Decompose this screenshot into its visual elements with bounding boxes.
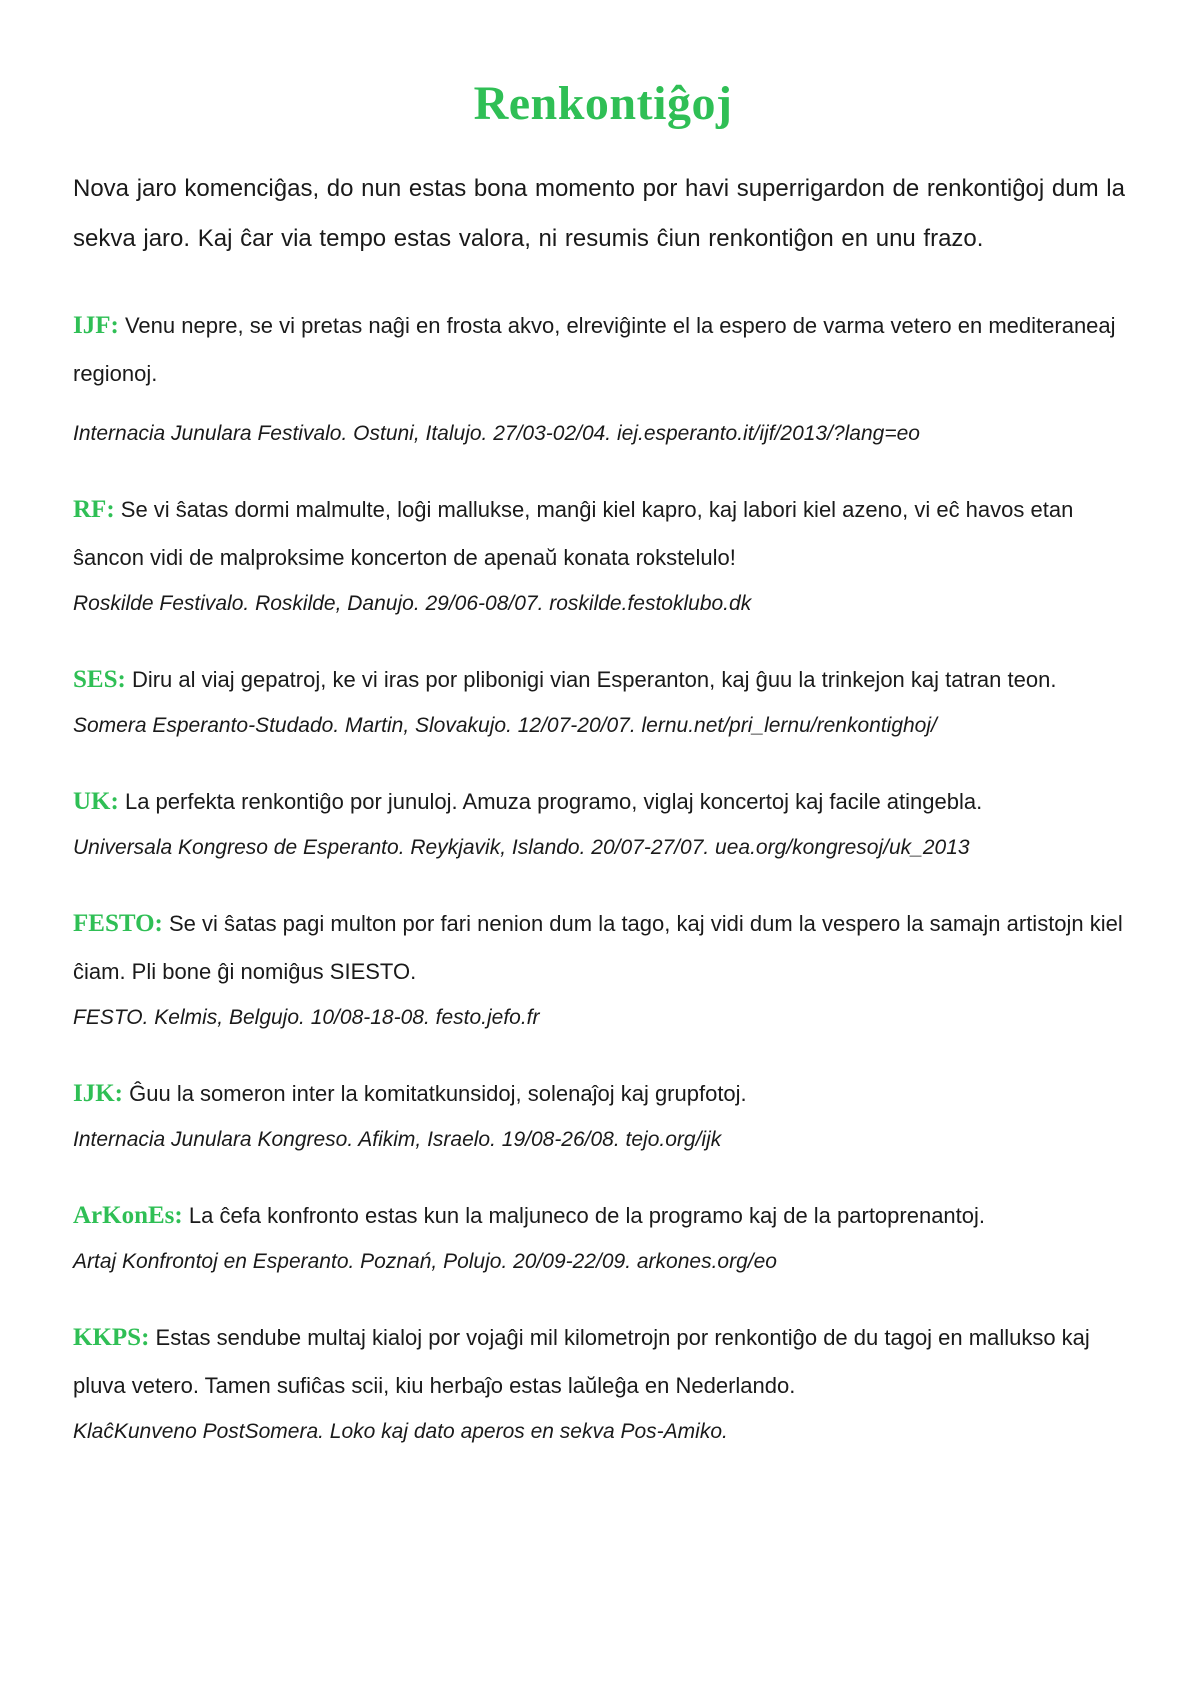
event-entry-ses	[73, 656, 1133, 748]
event-entry-uk	[73, 778, 1133, 870]
intro-paragraph: Nova jaro komenciĝas, do nun estas bona momento por havi superrigardon de renkontiĝoj dum la sekva jaro. Kaj ĉar via tempo estas valora, ni resumis ĉiun renkontiĝon en unu frazo.	[73, 175, 1125, 252]
event-info: Roskilde Festivalo. Roskilde, Danujo. 29/06-08/07. roskilde.festoklubo.dk	[73, 592, 752, 615]
event-abbreviation: ArKonEs:	[73, 1202, 183, 1229]
event-abbreviation: IJK:	[73, 1080, 123, 1107]
event-info: Artaj Konfrontoj en Esperanto. Poznań, Polujo. 20/09-22/09. arkones.org/eo	[73, 1250, 777, 1273]
event-description-text: Estas sendube multaj kialoj por vojaĝi mil kilometrojn por renkontiĝo de du tagoj en mallukso kaj pluva vetero. Tamen sufiĉas scii, kiu herbaĵo estas laŭleĝa en Nederlando.	[73, 1325, 1090, 1398]
event-description-text: La perfekta renkontiĝo por junuloj. Amuza programo, viglaj koncertoj kaj facile atingebla.	[124, 789, 983, 814]
event-description-text: Venu nepre, se vi pretas naĝi en frosta akvo, elreviĝinte el la espero de varma vetero en mediteraneaj regionoj.	[73, 313, 1116, 386]
event-description	[73, 656, 1133, 704]
event-info: Internacia Junulara Festivalo. Ostuni, Italujo. 27/03-02/04. iej.esperanto.it/ijf/2013/?lang=eo	[73, 422, 920, 445]
event-info: FESTO. Kelmis, Belgujo. 10/08-18-08. festo.jefo.fr	[73, 1006, 540, 1029]
event-description-text: La ĉefa konfronto estas kun la maljuneco de la programo kaj de la partoprenantoj.	[188, 1203, 986, 1228]
page-title: Renkontiĝoj	[473, 77, 733, 130]
event-abbreviation: FESTO:	[73, 910, 163, 937]
event-description-text: Se vi ŝatas pagi multon por fari nenion dum la tago, kaj vidi dum la vespero la samajn artistojn kiel ĉiam. Pli bone ĝi nomiĝus SIESTO.	[73, 911, 1123, 984]
event-description	[73, 1192, 1133, 1240]
event-info: Somera Esperanto-Studado. Martin, Slovakujo. 12/07-20/07. lernu.net/pri_lernu/renkontighoj/	[73, 714, 937, 737]
event-entry-ijk	[73, 1070, 1133, 1162]
event-description	[73, 302, 1133, 398]
event-abbreviation: KKPS:	[73, 1324, 150, 1351]
event-description	[73, 900, 1133, 996]
event-info: KlaĉKunveno PostSomera. Loko kaj dato aperos en sekva Pos-Amiko.	[73, 1420, 728, 1443]
event-entry-festo	[73, 900, 1133, 1040]
event-description-text: Ĝuu la someron inter la komitatkunsidoj, solenaĵoj kaj grupfotoj.	[129, 1081, 747, 1106]
event-description	[73, 778, 1133, 826]
event-description-text: Diru al viaj gepatroj, ke vi iras por plibonigi vian Esperanton, kaj ĝuu la trinkejon kaj tatran teon.	[131, 667, 1057, 692]
event-entry-kkps	[73, 1314, 1133, 1454]
event-abbreviation: IJF:	[73, 312, 119, 339]
event-info: Internacia Junulara Kongreso. Afikim, Israelo. 19/08-26/08. tejo.org/ijk	[73, 1128, 722, 1151]
event-description	[73, 486, 1133, 582]
event-description-text: Se vi ŝatas dormi malmulte, loĝi mallukse, manĝi kiel kapro, kaj labori kiel azeno, vi eĉ havos etan ŝancon vidi de malproksime koncerton de apenaŭ konata rokstelulo!	[73, 497, 1074, 570]
event-abbreviation: SES:	[73, 666, 126, 693]
event-description	[73, 1070, 1133, 1118]
event-entry-rf	[73, 486, 1133, 626]
event-entry-ijf	[73, 302, 1133, 456]
event-abbreviation: UK:	[73, 788, 119, 815]
event-entry-arkones	[73, 1192, 1133, 1284]
event-info: Universala Kongreso de Esperanto. Reykjavik, Islando. 20/07-27/07. uea.org/kongresoj/uk_2013	[73, 836, 970, 859]
event-description	[73, 1314, 1133, 1410]
event-abbreviation: RF:	[73, 496, 115, 523]
document-page	[73, 70, 1133, 1484]
